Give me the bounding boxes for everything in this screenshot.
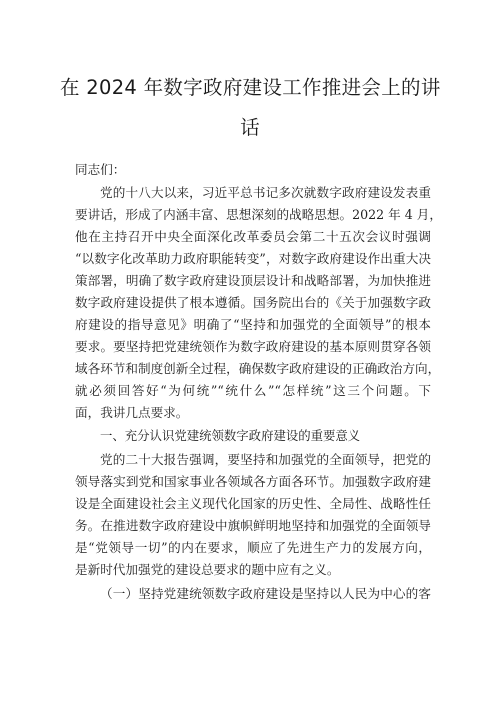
paragraph-line: 要讲话，形成了内涵丰富、思想深刻的战略思想。2022 年 4 月， <box>75 207 442 222</box>
document-title-line-2: 话 <box>240 116 260 139</box>
paragraph-line: 府建设的指导意见》明确了“坚持和加强党的全面领导”的根本 <box>75 317 431 332</box>
paragraph-line: 党的十八大以来，习近平总书记多次就数字政府建设发表重 <box>100 185 431 200</box>
paragraph-line: 要求。要坚持把党建统领作为数字政府建设的基本原则贯穿各领 <box>75 339 431 354</box>
salutation: 同志们： <box>75 162 126 177</box>
paragraph-line: 设是全面建设社会主义现代化国家的历史性、全局性、战略性任 <box>75 496 431 511</box>
document-title-line-1: 在 2024 年数字政府建设工作推进会上的讲 <box>60 76 441 99</box>
paragraph-line: 是新时代加强党的建设总要求的题中应有之义。 <box>75 562 340 577</box>
section-heading: 一、充分认识党建统领数字政府建设的重要意义 <box>100 428 361 443</box>
paragraph-line: 域各环节和制度创新全过程，确保数字政府建设的正确政治方向， <box>75 361 441 376</box>
paragraph-line: 策部署，明确了数字政府建设顶层设计和战略部署，为加快推进 <box>75 273 431 288</box>
paragraph-line: 务。在推进数字政府建设中旗帜鲜明地坚持和加强党的全面领导 <box>75 518 431 533</box>
subsection-line: （一）坚持党建统领数字政府建设是坚持以人民为中心的客 <box>100 586 431 601</box>
paragraph-line: 党的二十大报告强调，要坚持和加强党的全面领导，把党的 <box>100 452 431 467</box>
paragraph-line: “以数字化改革助力政府职能转变”，对数字政府建设作出重大决 <box>75 251 431 266</box>
paragraph-line: 就必须回答好“为何统”“统什么”“怎样统”这三个问题。下 <box>75 383 431 398</box>
paragraph-line: 他在主持召开中央全面深化改革委员会第二十五次会议时强调 <box>75 229 431 244</box>
paragraph-line: 领导落实到党和国家事业各领域各方面各环节。加强数字政府建 <box>75 474 431 489</box>
paragraph-line: 是“党领导一切”的内在要求，顺应了先进生产力的发展方向， <box>75 540 431 555</box>
paragraph-line: 面，我讲几点要求。 <box>75 405 189 420</box>
paragraph-line: 数字政府建设提供了根本遵循。国务院出台的《关于加强数字政 <box>75 295 431 310</box>
